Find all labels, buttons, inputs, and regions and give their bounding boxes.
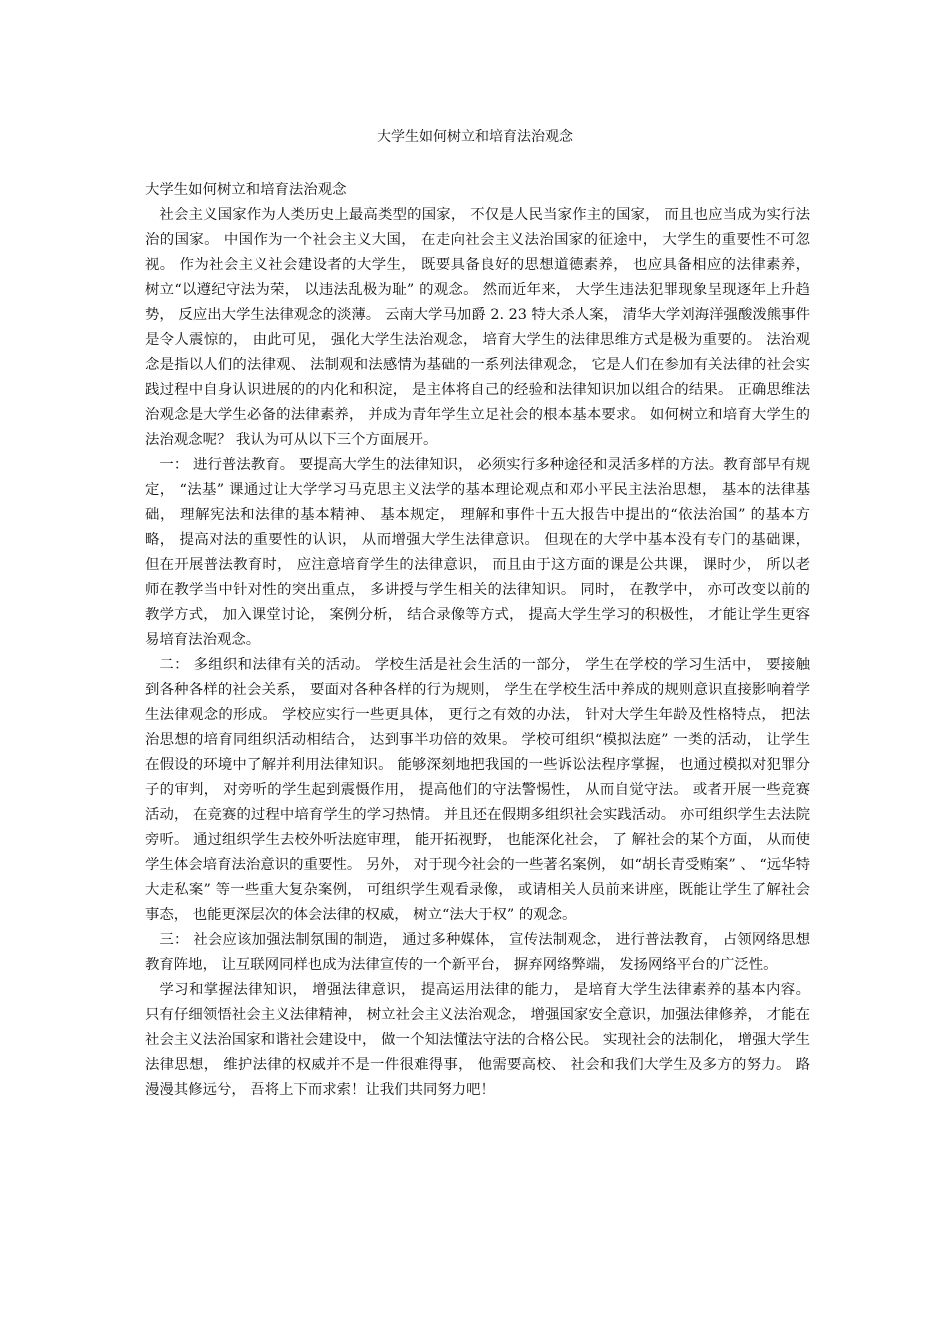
document-subtitle: 大学生如何树立和培育法治观念 bbox=[145, 182, 347, 198]
document-title: 大学生如何树立和培育法治观念 bbox=[377, 129, 573, 145]
paragraph-point-one: 一： 进行普法教育。 要提高大学生的法律知识， 必须实行多种途径和灵活多样的方法。教育部早有规定， “法基” 课通过让大学学习马克思主义法学的基本理论观点和邓小平民主法治思想， 基本的法律基础， 理解宪法和法律的基本精神、 基本规定， 理解和事件十五大报告中提出的“依法治国” 的基本方略， 提高对法的重要性的认识， 从而增强大学生法律意识。 但现在的大学中基本没有专门的基础课， 但在开展普法教育时， 应注意培育学生的法律意识， 而且由于这方面的课是公共课， 课时少， 所以老师在教学当中针对性的突出重点， 多讲授与学生相关的法律知识。 同时， 在教学中， 亦可改变以前的教学方式， 加入课堂讨论， 案例分析， 结合录像等方式， 提高大学生学习的积极性， 才能让学生更容易培育法治观念。 bbox=[145, 457, 810, 648]
paragraph-point-three: 三： 社会应该加强法制氛围的制造， 通过多种媒体， 宣传法制观念， 进行普法教育， 占领网络思想教育阵地， 让互联网同样也成为法律宣传的一个新平台， 摒弃网络弊端， 发扬网络平台的广泛性。 bbox=[145, 932, 810, 973]
paragraph-conclusion: 学习和掌握法律知识， 增强法律意识， 提高运用法律的能力， 是培育大学生法律素养的基本内容。 只有仔细领悟社会主义法律精神， 树立社会主义法治观念， 增强国家安全意识，加强法律修养， 才能在社会主义法治国家和谐社会建设中， 做一个知法懂法守法的合格公民。 实现社会的法制化， 增强大学生法律思想， 维护法律的权威并不是一件很难得事， 他需要高校、 社会和我们大学生及多方的努力。 路漫漫其修远兮， 吾将上下而求索！让我们共同努力吧！ bbox=[145, 982, 810, 1098]
paragraph-point-two: 二： 多组织和法律有关的活动。 学校生活是社会生活的一部分， 学生在学校的学习生活中， 要接触到各种各样的社会关系， 要面对各种各样的行为规则， 学生在学校生活中养成的规则意识直接影响着学生法律观念的形成。 学校应实行一些更具体， 更行之有效的办法， 针对大学生年龄及性格特点， 把法治思想的培育同组织活动相结合， 达到事半功倍的效果。 学校可组织“模拟法庭” 一类的活动， 让学生在假设的环境中了解并利用法律知识。 能够深刻地把我国的一些诉讼法程序掌握， 也通过模拟对犯罪分子的审判， 对旁听的学生起到震慑作用， 提高他们的守法警惕性， 从而自觉守法。 或者开展一些竞赛活动， 在竞赛的过程中培育学生的学习热情。 并且还在假期多组织社会实践活动。 亦可组织学生去法院旁听。 通过组织学生去校外听法庭审理， 能开拓视野， 也能深化社会， 了 解社会的某个方面， 从而使学生体会培育法治意识的重要性。 另外， 对于现今社会的一些著名案例， 如“胡长青受贿案” 、 “远华特大走私案” 等一些重大复杂案例， 可组织学生观看录像， 或请相关人员前来讲座，既能让学生了解社会事态， 也能更深层次的体会法律的权威， 树立“法大于权” 的观念。 bbox=[145, 657, 810, 923]
document-body bbox=[145, 178, 810, 1103]
paragraph-intro: 社会主义国家作为人类历史上最高类型的国家， 不仅是人民当家作主的国家， 而且也应当成为实行法治的国家。 中国作为一个社会主义大国， 在走向社会主义法治国家的征途中， 大学生的重要性不可忽视。 作为社会主义社会建设者的大学生， 既要具备良好的思想道德素养， 也应具备相应的法律素养， 树立“以遵纪守法为荣， 以违法乱极为耻” 的观念。 然而近年来， 大学生违法犯罪现象呈现逐年上升趋势， 反应出大学生法律观念的淡薄。 云南大学马加爵 2. 23 特大杀人案， 清华大学刘海洋强酸泼熊事件是令人震惊的， 由此可见， 强化大学生法治观念， 培育大学生的法律思维方式是极为重要的。 法治观念是指以人们的法律观、 法制观和法感情为基础的一系列法律观念， 它是人们在参加有关法律的社会实践过程中自身认识进展的的内化和积淀， 是主体将自己的经验和法律知识加以组合的结果。 正确思维法治观念是大学生必备的法律素养， 并成为青年学生立足社会的根本基本要求。 如何树立和培育大学生的法治观念呢？ 我认为可从以下三个方面展开。 bbox=[145, 207, 810, 448]
